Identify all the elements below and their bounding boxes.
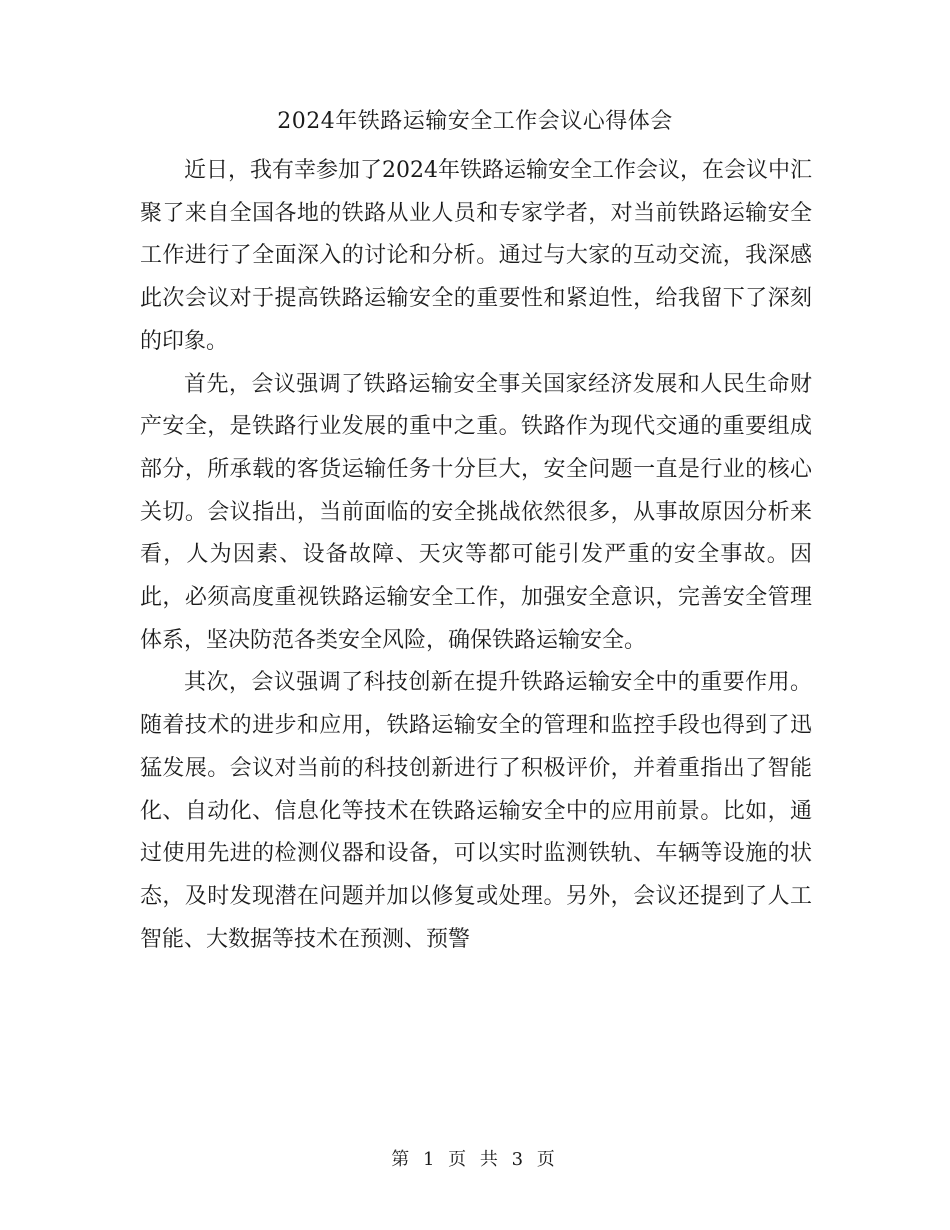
page-number-footer: 第 1 页 共 3 页 — [391, 1149, 559, 1170]
paragraph-second: 其次，会议强调了科技创新在提升铁路运输安全中的重要作用。随着技术的进步和应用，铁路运输安全的管理和监控手段也得到了迅猛发展。会议对当前的科技创新进行了积极评价，并着重指出了智能化、自动化、信息化等技术在铁路运输安全中的应用前景。比如，通过使用先进的检测仪器和设备，可以实时监测铁轨、车辆等设施的状态，及时发现潜在问题并加以修复或处理。另外，会议还提到了人工智能、大数据等技术在预测、预警 — [140, 670, 812, 952]
document-title: 2024年铁路运输安全工作会议心得体会 — [277, 109, 673, 134]
document-body — [140, 150, 812, 961]
paragraph-first: 首先，会议强调了铁路运输安全事关国家经济发展和人民生命财产安全，是铁路行业发展的重中之重。铁路作为现代交通的重要组成部分，所承载的客货运输任务十分巨大，安全问题一直是行业的核心关切。会议指出，当前面临的安全挑战依然很多，从事故原因分析来看，人为因素、设备故障、天灾等都可能引发严重的安全事故。因此，必须高度重视铁路运输安全工作，加强安全意识，完善安全管理体系，坚决防范各类安全风险，确保铁路运输安全。 — [140, 371, 812, 653]
paragraph-intro: 近日，我有幸参加了2024年铁路运输安全工作会议，在会议中汇聚了来自全国各地的铁路从业人员和专家学者，对当前铁路运输安全工作进行了全面深入的讨论和分析。通过与大家的互动交流，我深感此次会议对于提高铁路运输安全的重要性和紧迫性，给我留下了深刻的印象。 — [140, 158, 812, 354]
